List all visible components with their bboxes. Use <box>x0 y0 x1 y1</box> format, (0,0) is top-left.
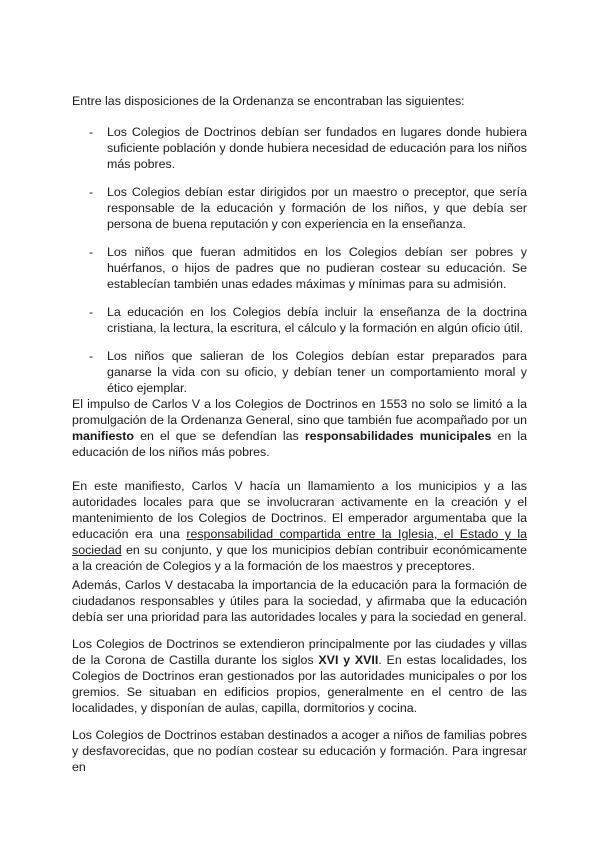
underlined-phrase: responsabilidad compartida entre la Iglesia, el Estado y la sociedad <box>72 527 527 557</box>
list-item <box>89 348 527 396</box>
paragraph-manifiesto <box>72 478 527 574</box>
list-item-text: La educación en los Colegios debía incluir la enseñanza de la doctrina cristiana, la lectura, la escritura, el cálculo y la formación en algún oficio útil. <box>107 305 527 335</box>
paragraph-text: En este manifiesto, Carlos V hacía un llamamiento a los municipios y a las autoridades locales para que se involucraran activamente en la creación y el mantenimiento de los Colegios de Doctrinos. El emperador argumentaba que la educación era una <box>72 479 527 541</box>
intro-paragraph: Entre las disposiciones de la Ordenanza se encontraban las siguientes: <box>72 94 465 108</box>
paragraph-importancia: Además, Carlos V destacaba la importancia de la educación para la formación de ciudadanos responsables y útiles para la sociedad, y afirmaba que la educación debía ser una prioridad para las autoridades locales y para la sociedad en general. <box>72 578 527 624</box>
bullet-dash: - <box>89 125 94 139</box>
ordinance-provisions-list <box>89 124 527 408</box>
paragraph-text: Los Colegios de Doctrinos se extendieron principalmente por las ciudades y villas de la Corona de Castilla durante los siglos <box>72 637 527 667</box>
list-item <box>89 304 527 336</box>
bold-siglos: XVI y XVII <box>318 653 379 667</box>
list-item <box>89 184 527 232</box>
bullet-dash: - <box>89 245 94 259</box>
paragraph-text: en la educación de los niños más pobres. <box>72 429 528 459</box>
paragraph-extension <box>72 636 527 716</box>
paragraph-text: en su conjunto, y que los municipios debían contribuir económicamente a la creación de Colegios y a la formación de los maestros y preceptores. <box>72 543 527 573</box>
bullet-dash: - <box>89 305 94 319</box>
paragraph-impulso <box>72 396 527 460</box>
paragraph-text: El impulso de Carlos V a los Colegios de Doctrinos en 1553 no solo se limitó a la promulgación de la Ordenanza General, sino que también fue acompañado por un <box>72 397 527 427</box>
list-item-text: Los Colegios de Doctrinos debían ser fundados en lugares donde hubiera suficiente población y donde hubiera necesidad de educación para los niños más pobres. <box>107 125 527 171</box>
list-item-text: Los niños que fueran admitidos en los Colegios debían ser pobres y huérfanos, o hijos de padres que no pudieran costear su educación. Se establecían también unas edades máximas y mínimas para su admisión. <box>107 245 527 291</box>
bold-manifiesto: manifiesto <box>72 429 134 443</box>
list-item <box>89 244 527 292</box>
list-item-text: Los Colegios debían estar dirigidos por un maestro o preceptor, que sería responsable de la educación y formación de los niños, y que debía ser persona de buena reputación y con experiencia en la enseñanza. <box>107 185 527 231</box>
bold-responsabilidades: responsabilidades municipales <box>304 429 492 443</box>
list-item <box>89 124 527 172</box>
paragraph-destinatarios: Los Colegios de Doctrinos estaban destinados a acoger a niños de familias pobres y desfavorecidas, que no podían costear su educación y formación. Para ingresar en <box>72 728 527 774</box>
bullet-dash: - <box>89 349 94 363</box>
list-item-text: Los niños que salieran de los Colegios debían estar preparados para ganarse la vida con su oficio, y debían tener un comportamiento moral y ético ejemplar. <box>107 349 527 395</box>
bullet-dash: - <box>89 185 94 199</box>
paragraph-text: en el que se defendían las <box>133 429 305 443</box>
paragraph-text: . En estas localidades, los Colegios de Doctrinos eran gestionados por las autoridades municipales o por los gremios. Se situaban en edificios propios, generalmente en el centro de las localidades, y disponían de aulas, capilla, dormitorios y cocina. <box>72 653 528 715</box>
